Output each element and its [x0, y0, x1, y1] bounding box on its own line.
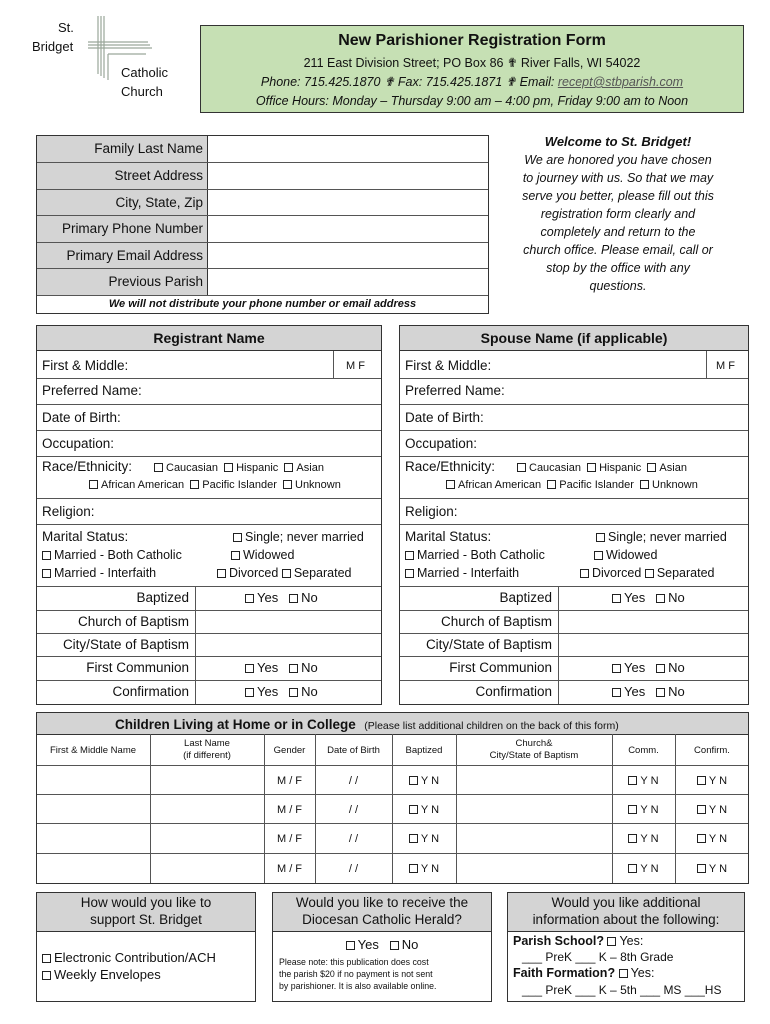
no-label: No [668, 590, 685, 605]
married-catholic-checkbox[interactable] [42, 551, 51, 560]
logo-text: Catholic [121, 65, 168, 80]
col-last-name: Last Name [184, 738, 230, 749]
no-label: No [301, 660, 318, 675]
married-interfaith-checkbox[interactable] [42, 569, 51, 578]
occupation-label: Occupation: [42, 436, 115, 451]
yn-label: Y N [420, 775, 440, 787]
children-title-row [115, 716, 619, 734]
faith-grades[interactable]: ___ PreK ___ K – 5th ___ MS ___HS [522, 983, 722, 997]
confirmation-cell [676, 775, 748, 787]
pacific-islander-label: Pacific Islander [559, 479, 634, 491]
privacy-note: We will not distribute your phone number or email address [108, 298, 417, 310]
baptized-label: Baptized [136, 590, 189, 605]
baptized-options [612, 590, 685, 605]
race-row-2 [89, 479, 341, 491]
gender-selector[interactable]: M F [716, 360, 735, 372]
hispanic-label: Hispanic [599, 462, 642, 474]
communion-cell [613, 833, 674, 845]
baptized-yes-checkbox[interactable] [245, 594, 254, 603]
church-of-baptism-field[interactable] [559, 611, 748, 633]
no-label: No [301, 590, 318, 605]
divorced-checkbox[interactable] [217, 569, 226, 578]
single-checkbox[interactable] [233, 533, 242, 542]
race-label: Race/Ethnicity: [42, 459, 133, 474]
primary-email-label: Primary Email Address [66, 248, 203, 263]
no-label: No [668, 660, 685, 675]
family-last-name-field[interactable] [208, 136, 488, 162]
yes-checkbox[interactable] [409, 805, 418, 814]
married-catholic-checkbox[interactable] [405, 551, 414, 560]
primary-email-field[interactable] [208, 243, 488, 269]
african-american-label: African American [458, 479, 542, 491]
yn-label: Y N [640, 833, 659, 845]
dob-cell[interactable]: / / [348, 863, 359, 875]
single-label: Single; never married [608, 530, 727, 544]
welcome-text: to journey with us. So that we may [522, 171, 714, 185]
confirmation-cell [676, 833, 748, 845]
religion-label: Religion: [42, 504, 95, 519]
fax: Fax: 715.425.1871 [397, 75, 503, 89]
communion-options [612, 660, 685, 675]
family-last-name-label: Family Last Name [94, 141, 203, 156]
herald-title: Would you like to receive the [295, 895, 469, 910]
asian-label: Asian [296, 462, 324, 474]
yes-label: Yes [257, 684, 279, 699]
african-american-label: African American [101, 479, 185, 491]
african-american-checkbox[interactable] [89, 480, 98, 489]
col-if-different: (if different) [183, 750, 231, 761]
single-checkbox[interactable] [596, 533, 605, 542]
yes-label: Yes [624, 590, 646, 605]
widowed-label: Widowed [243, 548, 295, 562]
col-confirmation: Confirm. [694, 745, 730, 756]
hispanic-checkbox[interactable] [587, 463, 596, 472]
info-title: Would you like additional [551, 895, 701, 910]
church-of-baptism-label: Church of Baptism [440, 614, 552, 629]
herald-title: Diocesan Catholic Herald? [302, 912, 462, 927]
yes-checkbox[interactable] [409, 776, 418, 785]
support-title: How would you like to [80, 895, 212, 910]
occupation-label: Occupation: [405, 436, 478, 451]
divorced-separated-option [580, 566, 715, 580]
faith-label: Faith Formation? [513, 966, 616, 980]
spouse-section [399, 325, 749, 705]
communion-no-checkbox[interactable] [656, 664, 665, 673]
school-label: Parish School? [513, 934, 604, 948]
communion-no-checkbox[interactable] [289, 664, 298, 673]
married-interfaith-checkbox[interactable] [405, 569, 414, 578]
welcome-text: We are honored you have chosen [524, 153, 712, 167]
baptized-no-checkbox[interactable] [656, 594, 665, 603]
city-state-zip-label: City, State, Zip [115, 195, 203, 210]
unknown-label: Unknown [652, 479, 698, 491]
page-title: New Parishioner Registration Form [338, 32, 606, 49]
welcome-text: church office. Please email, call or [523, 243, 713, 257]
communion-options [245, 660, 318, 675]
children-table [36, 712, 749, 884]
unknown-label: Unknown [295, 479, 341, 491]
herald-no-checkbox[interactable] [390, 941, 399, 950]
divorced-label: Divorced [592, 566, 642, 580]
asian-label: Asian [659, 462, 687, 474]
church-of-baptism-label: Church of Baptism [77, 614, 189, 629]
race-label: Race/Ethnicity: [405, 459, 496, 474]
separated-label: Separated [656, 566, 715, 580]
yes-checkbox[interactable] [628, 805, 637, 814]
school-grades[interactable]: ___ PreK ___ K – 8th Grade [522, 950, 674, 964]
married-catholic-option [42, 548, 182, 562]
widowed-label: Widowed [606, 548, 658, 562]
first-middle-label: First & Middle: [42, 358, 129, 373]
asian-checkbox[interactable] [647, 463, 656, 472]
hispanic-label: Hispanic [236, 462, 279, 474]
yes-label: Yes [257, 590, 279, 605]
communion-yes-checkbox[interactable] [612, 664, 621, 673]
envelopes-label: Weekly Envelopes [54, 967, 161, 982]
race-row-1 [154, 462, 324, 474]
asian-checkbox[interactable] [284, 463, 293, 472]
first-middle-label: First & Middle: [405, 358, 492, 373]
children-title: Children Living at Home or in College [115, 717, 356, 732]
support-box [36, 892, 256, 1002]
yes-checkbox[interactable] [697, 864, 706, 873]
baptized-cell [393, 804, 455, 816]
herald-options [273, 937, 491, 952]
yn-label: Y N [640, 863, 659, 875]
caucasian-checkbox[interactable] [517, 463, 526, 472]
caucasian-label: Caucasian [166, 462, 218, 474]
sep-icon: ✟ [383, 75, 395, 89]
children-note: (Please list additional children on the back of this form) [364, 720, 619, 732]
registrant-section [36, 325, 382, 705]
col-communion: Comm. [628, 745, 659, 756]
dob-label: Date of Birth: [405, 410, 484, 425]
dob-cell[interactable]: / / [348, 833, 359, 845]
welcome-text: stop by the office with any [546, 261, 690, 275]
married-interfaith-label: Married - Interfaith [417, 566, 520, 580]
city-of-baptism-field[interactable] [196, 634, 381, 656]
no-label: No [401, 937, 419, 952]
confirmation-no-checkbox[interactable] [656, 688, 665, 697]
no-label: No [668, 684, 685, 699]
yes-checkbox[interactable] [697, 834, 706, 843]
faith-yes-label: Yes: [630, 966, 655, 980]
religion-label: Religion: [405, 504, 458, 519]
pacific-islander-checkbox[interactable] [190, 480, 199, 489]
baptized-cell [393, 775, 455, 787]
baptized-cell [393, 863, 455, 875]
envelopes-checkbox[interactable] [42, 971, 51, 980]
col-church: Church& [515, 738, 553, 749]
race-row-1 [517, 462, 687, 474]
confirmation-no-checkbox[interactable] [289, 688, 298, 697]
contact-line [201, 74, 743, 89]
sep-icon: ✟ [505, 75, 517, 89]
office-hours: Office Hours: Monday – Thursday 9:00 am – 4:00 pm, Friday 9:00 am to Noon [255, 94, 689, 108]
yes-label: Yes [257, 660, 279, 675]
pacific-islander-checkbox[interactable] [547, 480, 556, 489]
city-of-baptism-label: City/State of Baptism [425, 637, 552, 652]
herald-yes-checkbox[interactable] [346, 941, 355, 950]
single-option [596, 530, 727, 544]
col-dob: Date of Birth [327, 745, 380, 756]
logo-text: Bridget [32, 39, 74, 54]
dob-label: Date of Birth: [42, 410, 121, 425]
unknown-checkbox[interactable] [283, 480, 292, 489]
baptized-yes-checkbox[interactable] [612, 594, 621, 603]
gender-selector[interactable]: M F [346, 360, 365, 372]
yn-label: Y N [708, 775, 728, 787]
preferred-name-label: Preferred Name: [42, 383, 142, 398]
welcome-text: completely and return to the [540, 225, 696, 239]
married-catholic-label: Married - Both Catholic [417, 548, 545, 562]
married-catholic-label: Married - Both Catholic [54, 548, 182, 562]
city-of-baptism-label: City/State of Baptism [62, 637, 189, 652]
yes-label: Yes [357, 937, 379, 952]
family-table [36, 135, 489, 314]
married-catholic-option [405, 548, 545, 562]
married-interfaith-option [42, 566, 156, 580]
no-label: No [301, 684, 318, 699]
african-american-checkbox[interactable] [446, 480, 455, 489]
separated-checkbox[interactable] [282, 569, 291, 578]
yes-checkbox[interactable] [628, 834, 637, 843]
baptized-options [245, 590, 318, 605]
faith-checkbox[interactable] [619, 969, 628, 978]
divorced-label: Divorced [229, 566, 279, 580]
yn-label: Y N [420, 833, 440, 845]
gender-cell[interactable]: M / F [276, 833, 303, 845]
widowed-option [594, 548, 657, 562]
ach-checkbox[interactable] [42, 954, 51, 963]
confirmation-cell [676, 863, 748, 875]
col-first-middle: First & Middle Name [49, 745, 137, 756]
baptized-no-checkbox[interactable] [289, 594, 298, 603]
city-state-zip-field[interactable] [208, 190, 488, 216]
divorced-separated-option [217, 566, 352, 580]
communion-cell [613, 775, 674, 787]
street-address-label: Street Address [114, 168, 203, 183]
email-link[interactable]: recept@stbparish.com [557, 75, 684, 89]
confirmation-yes-checkbox[interactable] [245, 688, 254, 697]
ach-label: Electronic Contribution/ACH [54, 950, 216, 965]
previous-parish-label: Previous Parish [108, 274, 203, 289]
gender-cell[interactable]: M / F [276, 775, 303, 787]
caucasian-checkbox[interactable] [154, 463, 163, 472]
separated-label: Separated [293, 566, 352, 580]
info-title: information about the following: [532, 912, 720, 927]
married-interfaith-label: Married - Interfaith [54, 566, 157, 580]
confirmation-label: Confirmation [112, 684, 189, 699]
city-of-baptism-field[interactable] [559, 634, 748, 656]
yn-label: Y N [708, 833, 728, 845]
widowed-checkbox[interactable] [231, 551, 240, 560]
pacific-islander-label: Pacific Islander [202, 479, 277, 491]
confirmation-yes-checkbox[interactable] [612, 688, 621, 697]
col-baptized: Baptized [405, 745, 443, 756]
street-address-field[interactable] [208, 163, 488, 189]
yes-checkbox[interactable] [409, 834, 418, 843]
info-box [507, 892, 745, 1002]
single-label: Single; never married [245, 530, 364, 544]
unknown-checkbox[interactable] [640, 480, 649, 489]
yes-checkbox[interactable] [409, 864, 418, 873]
yn-label: Y N [640, 804, 659, 816]
hispanic-checkbox[interactable] [224, 463, 233, 472]
widowed-option [231, 548, 294, 562]
race-row-2 [446, 479, 698, 491]
married-interfaith-option [405, 566, 519, 580]
school-row [513, 934, 643, 948]
caucasian-label: Caucasian [529, 462, 581, 474]
yes-label: Yes [624, 660, 646, 675]
yes-checkbox[interactable] [697, 805, 706, 814]
herald-note: by parishioner. It is also available online. [279, 981, 437, 991]
dob-cell[interactable]: / / [348, 775, 359, 787]
email-label: Email: [519, 75, 555, 89]
envelopes-option [42, 967, 161, 982]
dob-cell[interactable]: / / [348, 804, 359, 816]
herald-note: the parish $20 if no payment is not sent [279, 969, 433, 979]
herald-note: Please note: this publication does cost [279, 957, 429, 967]
col-city-state: City/State of Baptism [489, 750, 579, 761]
confirmation-label: Confirmation [475, 684, 552, 699]
baptized-label: Baptized [499, 590, 552, 605]
widowed-checkbox[interactable] [594, 551, 603, 560]
spouse-title: Spouse Name (if applicable) [480, 330, 668, 346]
separated-checkbox[interactable] [645, 569, 654, 578]
yn-label: Y N [708, 804, 728, 816]
communion-cell [613, 804, 674, 816]
marital-status-label: Marital Status: [42, 529, 129, 544]
yn-label: Y N [708, 863, 728, 875]
faith-row [513, 966, 654, 980]
school-checkbox[interactable] [607, 937, 616, 946]
marital-status-label: Marital Status: [405, 529, 492, 544]
first-communion-label: First Communion [449, 660, 552, 675]
header-banner [200, 25, 744, 113]
primary-phone-label: Primary Phone Number [61, 221, 203, 236]
church-of-baptism-field[interactable] [196, 611, 381, 633]
single-option [233, 530, 364, 544]
welcome-text: serve you better, please fill out this [522, 189, 714, 203]
first-communion-label: First Communion [86, 660, 189, 675]
church-address: 211 East Division Street; PO Box 86 ✟ River Falls, WI 54022 [303, 56, 641, 70]
col-gender: Gender [273, 745, 306, 756]
gender-cell[interactable]: M / F [276, 804, 303, 816]
yn-label: Y N [420, 804, 440, 816]
welcome-text: questions. [589, 279, 647, 293]
ach-option [42, 950, 216, 965]
confirmation-cell [676, 804, 748, 816]
welcome-title: Welcome to St. Bridget! [544, 134, 692, 149]
confirmation-options [245, 684, 318, 699]
registrant-title: Registrant Name [153, 330, 265, 346]
herald-box [272, 892, 492, 1002]
school-yes-label: Yes: [619, 934, 644, 948]
yn-label: Y N [420, 863, 440, 875]
confirmation-options [612, 684, 685, 699]
yn-label: Y N [640, 775, 659, 787]
communion-cell [613, 863, 674, 875]
phone: Phone: 715.425.1870 [260, 75, 381, 89]
baptized-cell [393, 833, 455, 845]
logo-text: St. [58, 20, 74, 35]
logo-text: Church [121, 84, 163, 99]
previous-parish-field[interactable] [208, 269, 488, 295]
gender-cell[interactable]: M / F [276, 863, 303, 875]
yes-checkbox[interactable] [628, 864, 637, 873]
support-title: support St. Bridget [90, 912, 202, 927]
communion-yes-checkbox[interactable] [245, 664, 254, 673]
family-label-column [37, 136, 208, 296]
preferred-name-label: Preferred Name: [405, 383, 505, 398]
yes-checkbox[interactable] [628, 776, 637, 785]
yes-label: Yes [624, 684, 646, 699]
divorced-checkbox[interactable] [580, 569, 589, 578]
primary-phone-field[interactable] [208, 216, 488, 242]
welcome-text: registration form clearly and [540, 207, 696, 221]
yes-checkbox[interactable] [697, 776, 706, 785]
